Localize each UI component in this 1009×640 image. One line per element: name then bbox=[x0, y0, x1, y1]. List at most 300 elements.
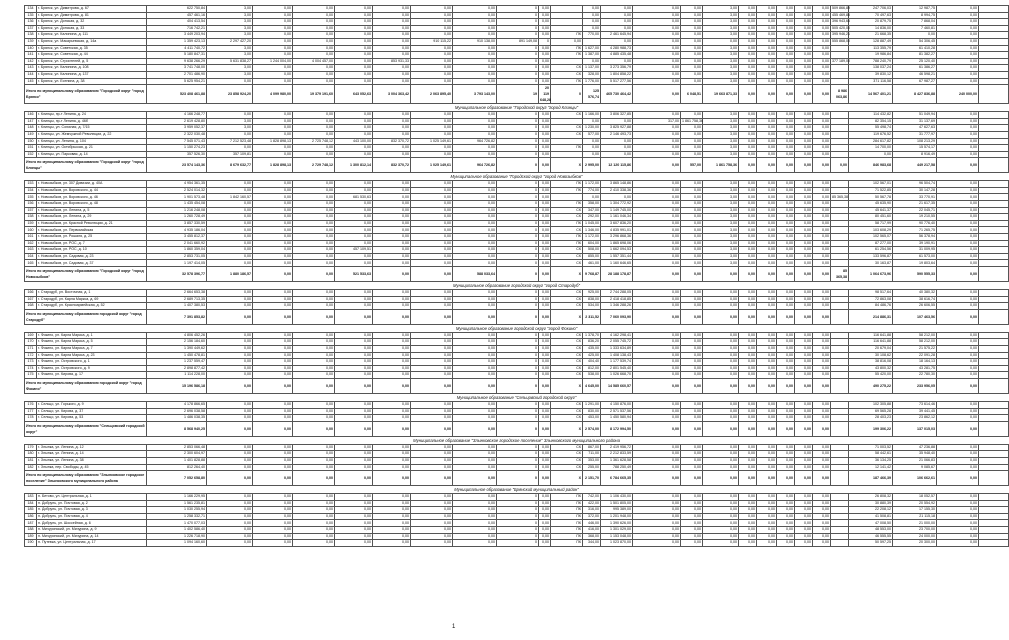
row-value: 1 804 858,22 bbox=[601, 71, 633, 78]
row-value: 0,00 bbox=[633, 332, 681, 339]
row-value: 0,00 bbox=[739, 500, 757, 507]
row-value: 5 517 277,56 bbox=[601, 78, 633, 85]
row-value: 0,00 bbox=[335, 181, 373, 188]
row-value: 0,00 bbox=[757, 25, 777, 32]
row-value: 0,00 bbox=[539, 352, 551, 359]
total-value: 8 568 940,25 bbox=[147, 421, 207, 436]
row-address: г. Брянск, ул. Советская, д. 35 bbox=[37, 45, 147, 52]
row-value: 41 508,81 bbox=[849, 513, 893, 520]
row-value: 716 742,21 bbox=[147, 25, 207, 32]
row-value: 0,00 bbox=[539, 408, 551, 415]
total-value: 14 567 401,21 bbox=[849, 85, 893, 104]
row-value: 0,00 bbox=[937, 332, 979, 339]
row-value: 1 378,70 bbox=[583, 332, 601, 339]
row-value: 0,00 bbox=[757, 513, 777, 520]
row-value: 0,00 bbox=[453, 365, 497, 372]
row-value: 0,00 bbox=[795, 247, 813, 254]
row-value: 0,00 bbox=[937, 339, 979, 346]
row-value: 61 386,27 bbox=[893, 65, 937, 72]
row-value: 0,00 bbox=[335, 187, 373, 194]
row-value: 0,00 bbox=[207, 365, 253, 372]
row-value: 0,00 bbox=[373, 444, 411, 451]
row-value: 0,00 bbox=[681, 181, 703, 188]
row-value: 0,00 bbox=[253, 296, 293, 303]
row-value: 0,00 bbox=[813, 32, 831, 39]
row-value: 0,00 bbox=[813, 194, 831, 201]
row-value: 26 808,32 bbox=[849, 494, 893, 501]
row-value: 0,00 bbox=[813, 151, 831, 158]
empty-cell bbox=[979, 303, 1009, 310]
row-value: 0,00 bbox=[253, 527, 293, 534]
row-number: 166 bbox=[25, 290, 37, 297]
row-value: 85 365,38 bbox=[832, 194, 848, 199]
row-value: 30 163,87 bbox=[849, 260, 893, 267]
row-value: 0,00 bbox=[539, 138, 551, 145]
row-value: 128 887,49 bbox=[849, 38, 893, 45]
row-value: 0,00 bbox=[583, 151, 601, 158]
row-value: 0,00 bbox=[937, 71, 979, 78]
row-value: 0,00 bbox=[795, 125, 813, 132]
total-value: 0,00 bbox=[757, 267, 777, 282]
row-value: 0,00 bbox=[373, 112, 411, 119]
row-value: 0,00 bbox=[795, 457, 813, 464]
total-value: 1 880 186,57 bbox=[207, 267, 253, 282]
row-value: 0,00 bbox=[937, 359, 979, 366]
row-value: 0,00 bbox=[373, 408, 411, 415]
row-value: 0,00 bbox=[739, 194, 757, 201]
row-number: 134 bbox=[25, 6, 37, 13]
row-address: п. Мичуринский, ул. Мичурина, д. 9 bbox=[37, 527, 147, 534]
total-value: 0,00 bbox=[777, 378, 795, 393]
row-value: 0,00 bbox=[777, 145, 795, 152]
total-label: Итого по муниципальному образованию "Городской округ "город Новозыбков" bbox=[25, 267, 147, 282]
row-value: 0,00 bbox=[633, 408, 681, 415]
row-number: 186 bbox=[25, 513, 37, 520]
row-value: 47 236,88 bbox=[893, 444, 937, 451]
row-value: 2 664 653,38 bbox=[147, 290, 207, 297]
row-value: 0,00 bbox=[703, 345, 739, 352]
row-value: 0,00 bbox=[373, 214, 411, 221]
row-value: 0,00 bbox=[937, 401, 979, 408]
row-value: 0,00 bbox=[739, 332, 757, 339]
row-value: 0 bbox=[497, 234, 539, 241]
total-value: 4 645,00 bbox=[583, 378, 601, 393]
total-value: 0,00 bbox=[411, 471, 453, 486]
total-value: 0,00 bbox=[813, 267, 831, 282]
table-row bbox=[25, 290, 1009, 297]
row-value: 3 455 812,37 bbox=[147, 234, 207, 241]
row-value: 0,00 bbox=[795, 290, 813, 297]
row-value bbox=[831, 207, 849, 214]
row-value: 0,00 bbox=[777, 207, 795, 214]
row-value: 0,00 bbox=[813, 138, 831, 145]
total-value: 125 576,74 bbox=[583, 85, 601, 104]
row-value: СК bbox=[551, 247, 583, 254]
row-value: 1 026 668,70 bbox=[601, 372, 633, 379]
row-number: 161 bbox=[25, 234, 37, 241]
row-value: 0,00 bbox=[681, 247, 703, 254]
row-value: 0,00 bbox=[293, 332, 335, 339]
row-value: 2 461 645,94 bbox=[601, 32, 633, 39]
row-value: 56 378,94 bbox=[893, 234, 937, 241]
total-value: 0,00 bbox=[453, 471, 497, 486]
row-value: 0,00 bbox=[453, 151, 497, 158]
row-value: 0,00 bbox=[739, 240, 757, 247]
row-value: 284 617,82 bbox=[849, 138, 893, 145]
row-value: 3,00 bbox=[703, 151, 739, 158]
row-value: 0,00 bbox=[411, 533, 453, 540]
row-value: 0,00 bbox=[937, 52, 979, 59]
row-value: 0,00 bbox=[937, 444, 979, 451]
row-value: 61 254,56 bbox=[849, 247, 893, 254]
row-value: 0,00 bbox=[335, 240, 373, 247]
row-value bbox=[831, 45, 849, 52]
row-value: 45 641,37 bbox=[849, 207, 893, 214]
total-value: 1 828 898,13 bbox=[253, 158, 293, 173]
row-value: 80 451,60 bbox=[849, 214, 893, 221]
row-value: 0,00 bbox=[739, 12, 757, 19]
row-number: 144 bbox=[25, 71, 37, 78]
row-value: 910 138,00 bbox=[453, 38, 497, 45]
row-address: г. Новозыбков, ул. Красной Революции, д. 21 bbox=[37, 220, 147, 227]
row-value: 0,00 bbox=[795, 507, 813, 514]
row-value: 0,00 bbox=[777, 408, 795, 415]
row-value: 0,00 bbox=[739, 253, 757, 260]
row-value: 0,00 bbox=[335, 513, 373, 520]
row-value: 0,00 bbox=[253, 220, 293, 227]
row-value: 0,00 bbox=[373, 181, 411, 188]
row-value: 0,00 bbox=[795, 444, 813, 451]
row-value: 0,00 bbox=[335, 52, 373, 59]
row-value: 0,00 bbox=[293, 207, 335, 214]
row-value: 0,00 bbox=[411, 372, 453, 379]
row-value: 0,00 bbox=[293, 359, 335, 366]
row-value: 0,00 bbox=[937, 214, 979, 221]
empty-cell bbox=[979, 78, 1009, 85]
row-value: 0,00 bbox=[813, 65, 831, 72]
row-value bbox=[831, 500, 849, 507]
row-value: 0,00 bbox=[633, 78, 681, 85]
row-value: 0,00 bbox=[703, 494, 739, 501]
row-value: 0,00 bbox=[411, 339, 453, 346]
table-row bbox=[25, 401, 1009, 408]
row-value: 0,00 bbox=[207, 234, 253, 241]
row-value: 18 164,13 bbox=[893, 359, 937, 366]
row-value: 0,00 bbox=[293, 415, 335, 422]
row-value: 0 bbox=[497, 520, 539, 527]
table-row bbox=[25, 118, 1009, 125]
row-value: 0,00 bbox=[813, 444, 831, 451]
total-value: 0,00 bbox=[777, 421, 795, 436]
row-value: 0,00 bbox=[373, 12, 411, 19]
row-value: 0,00 bbox=[937, 296, 979, 303]
row-value: 0 bbox=[497, 415, 539, 422]
row-value: 0,00 bbox=[539, 25, 551, 32]
row-value: СК bbox=[551, 112, 583, 119]
row-value: 0,00 bbox=[335, 227, 373, 234]
row-value: 0,00 bbox=[813, 125, 831, 132]
row-number: 151 bbox=[25, 145, 37, 152]
empty-cell bbox=[979, 85, 1009, 104]
total-value: 0,00 bbox=[633, 471, 681, 486]
row-value: 0,00 bbox=[937, 234, 979, 241]
total-value: 0,00 bbox=[813, 378, 831, 393]
row-value: 7 545 071,43 bbox=[147, 138, 207, 145]
row-value: 0,00 bbox=[937, 247, 979, 254]
row-value: 3,00 bbox=[207, 6, 253, 13]
row-value: 0,00 bbox=[453, 207, 497, 214]
row-value: 2 297 427,20 bbox=[207, 38, 253, 45]
row-value: 0,00 bbox=[335, 500, 373, 507]
row-value: 0,00 bbox=[795, 112, 813, 119]
row-value: 4 835 991,01 bbox=[601, 227, 633, 234]
row-value bbox=[831, 78, 849, 85]
row-value: 98 517,64 bbox=[849, 290, 893, 297]
row-number: 149 bbox=[25, 131, 37, 138]
row-value: 0,00 bbox=[253, 38, 293, 45]
row-value: 788 250,49 bbox=[601, 464, 633, 471]
row-value: 0,00 bbox=[539, 290, 551, 297]
row-value: 0,00 bbox=[937, 118, 979, 125]
row-value: 0,00 bbox=[813, 372, 831, 379]
row-value: 0,00 bbox=[411, 52, 453, 59]
row-value: 0,00 bbox=[633, 415, 681, 422]
row-value: 0,00 bbox=[777, 527, 795, 534]
row-number: 182 bbox=[25, 464, 37, 471]
row-value: ПК bbox=[551, 527, 583, 534]
row-value: 1 226 718,90 bbox=[147, 533, 207, 540]
row-value: 0,00 bbox=[293, 253, 335, 260]
row-value: 0,00 bbox=[633, 527, 681, 534]
row-address: г. Новозыбков, ул. Воровского, д. 44 bbox=[37, 187, 147, 194]
row-value bbox=[831, 540, 849, 547]
row-value: 0,00 bbox=[453, 52, 497, 59]
row-value: 0,00 bbox=[777, 194, 795, 201]
row-value: 2 689 713,35 bbox=[147, 296, 207, 303]
row-value: 1 258 332,71 bbox=[147, 513, 207, 520]
total-value: 0,00 bbox=[795, 158, 813, 173]
row-value: 0,00 bbox=[937, 131, 979, 138]
row-value: 0,00 bbox=[937, 220, 979, 227]
row-value: 0,00 bbox=[937, 151, 979, 158]
row-value: 0,00 bbox=[777, 201, 795, 208]
total-value: 106 662,61 bbox=[893, 471, 937, 486]
row-value: 0,00 bbox=[795, 352, 813, 359]
row-value bbox=[831, 214, 849, 221]
row-value: 2 055 745,72 bbox=[601, 339, 633, 346]
row-value: 3,00 bbox=[703, 78, 739, 85]
row-value: 0,00 bbox=[253, 131, 293, 138]
table-row bbox=[25, 507, 1009, 514]
row-value: 0,00 bbox=[253, 500, 293, 507]
row-value: 0,00 bbox=[411, 151, 453, 158]
row-value: 0,00 bbox=[539, 359, 551, 366]
row-value: 0,00 bbox=[411, 25, 453, 32]
row-value: 0,00 bbox=[739, 19, 757, 26]
row-value: 0,00 bbox=[813, 352, 831, 359]
total-value: 0,00 bbox=[937, 421, 979, 436]
row-value: 0,00 bbox=[539, 520, 551, 527]
row-value: 0,00 bbox=[795, 71, 813, 78]
row-value: 0,00 bbox=[739, 540, 757, 547]
row-value: 0,00 bbox=[539, 45, 551, 52]
row-value: 0,00 bbox=[757, 260, 777, 267]
row-value: 0,00 bbox=[795, 131, 813, 138]
total-value: 0,00 bbox=[937, 158, 979, 173]
row-value: 0 bbox=[539, 38, 551, 45]
row-value: 0,00 bbox=[539, 32, 551, 39]
row-value: 377 189,00 bbox=[832, 58, 850, 63]
total-value: 0,00 bbox=[795, 471, 813, 486]
row-value: 0,00 bbox=[703, 339, 739, 346]
row-value: 1 561 235,81 bbox=[147, 500, 207, 507]
total-value bbox=[831, 378, 849, 393]
row-value: 0,00 bbox=[703, 457, 739, 464]
total-value: 137 015,03 bbox=[893, 421, 937, 436]
row-value: 316,00 bbox=[583, 507, 601, 514]
row-value: 0,00 bbox=[207, 533, 253, 540]
row-value: 0,00 bbox=[757, 125, 777, 132]
total-value: 0,00 bbox=[293, 378, 335, 393]
row-value: 0,00 bbox=[539, 6, 551, 13]
row-value: 0,00 bbox=[411, 145, 453, 152]
row-value: 0,00 bbox=[253, 408, 293, 415]
row-value: 0,00 bbox=[253, 533, 293, 540]
row-value: 0,00 bbox=[539, 78, 551, 85]
row-value: 742,00 bbox=[583, 494, 601, 501]
empty-cell bbox=[979, 125, 1009, 132]
row-value bbox=[551, 25, 583, 32]
row-value bbox=[551, 19, 583, 26]
empty-cell bbox=[979, 471, 1009, 486]
row-number: 187 bbox=[25, 520, 37, 527]
table-row bbox=[25, 201, 1009, 208]
row-value: 0,00 bbox=[207, 415, 253, 422]
row-value: 622 750,84 bbox=[147, 6, 207, 13]
row-value: 0,00 bbox=[335, 533, 373, 540]
row-value: 0,00 bbox=[601, 25, 633, 32]
row-value: 1 842 160,57 bbox=[207, 194, 253, 201]
row-value: 0,00 bbox=[293, 118, 335, 125]
row-value: 0,00 bbox=[681, 187, 703, 194]
row-value: 1 094 160,60 bbox=[147, 540, 207, 547]
row-value: 0,00 bbox=[757, 451, 777, 458]
row-value: 0,00 bbox=[703, 444, 739, 451]
row-value: 0,00 bbox=[777, 457, 795, 464]
table-row bbox=[25, 408, 1009, 415]
row-value: 0,00 bbox=[207, 296, 253, 303]
row-value: 72 863,08 bbox=[849, 296, 893, 303]
row-value: 0,00 bbox=[411, 457, 453, 464]
row-value: 1 346 288,26 bbox=[601, 303, 633, 310]
total-value: 1 064 673,96 bbox=[849, 267, 893, 282]
row-value: 0,00 bbox=[795, 494, 813, 501]
row-value: 0,00 bbox=[539, 247, 551, 254]
row-value: 0,00 bbox=[795, 303, 813, 310]
row-value: 0 bbox=[497, 260, 539, 267]
row-value: 39 830,12 bbox=[849, 71, 893, 78]
row-value: 0,00 bbox=[795, 451, 813, 458]
row-value: 3,00 bbox=[703, 201, 739, 208]
total-value: 0,00 bbox=[795, 267, 813, 282]
row-value: 0,00 bbox=[739, 365, 757, 372]
row-value: 0,00 bbox=[757, 194, 777, 201]
row-address: г. Новозыбков, ул. Ленина, д. 5 bbox=[37, 207, 147, 214]
total-value: 7 391 853,82 bbox=[147, 309, 207, 324]
row-value: 0,00 bbox=[777, 253, 795, 260]
row-value: 1 244 004,00 bbox=[253, 58, 293, 65]
empty-cell bbox=[979, 494, 1009, 501]
row-value: 0 bbox=[497, 25, 539, 32]
municipality-title: Муниципальное образование "Злынковское городское поселение" Злынковского муниципального района bbox=[25, 436, 1009, 444]
empty-cell bbox=[979, 260, 1009, 267]
row-value: 0,00 bbox=[795, 365, 813, 372]
row-value: 0,00 bbox=[335, 260, 373, 267]
row-value: 0,00 bbox=[813, 181, 831, 188]
row-number: 145 bbox=[25, 78, 37, 85]
row-value: 21 000,00 bbox=[893, 520, 937, 527]
row-value: 103 608,29 bbox=[849, 227, 893, 234]
row-value: 0,00 bbox=[813, 507, 831, 514]
table-row bbox=[25, 451, 1009, 458]
row-value: 48 553,00 bbox=[849, 527, 893, 534]
row-value: 0,00 bbox=[937, 125, 979, 132]
row-value: 1 861 758,36 bbox=[682, 118, 703, 123]
row-value: 71 003,52 bbox=[849, 444, 893, 451]
total-value: 0,00 bbox=[539, 378, 551, 393]
row-value: 0,00 bbox=[253, 78, 293, 85]
row-number: 136 bbox=[25, 19, 37, 26]
empty-cell bbox=[979, 52, 1009, 59]
row-value: 0,00 bbox=[453, 65, 497, 72]
row-value: 0,00 bbox=[795, 520, 813, 527]
row-value: 0,00 bbox=[937, 290, 979, 297]
row-address: г. Стародуб, ул. Восточная, д. 1 bbox=[37, 290, 147, 297]
row-value: 0,00 bbox=[937, 207, 979, 214]
row-value bbox=[831, 71, 849, 78]
row-value: 0,00 bbox=[411, 401, 453, 408]
row-value: 0 bbox=[497, 494, 539, 501]
row-value: 1 172,00 bbox=[583, 234, 601, 241]
row-value: 138 037,24 bbox=[849, 65, 893, 72]
row-value: 0,00 bbox=[293, 444, 335, 451]
table-row bbox=[25, 253, 1009, 260]
row-value: 0,00 bbox=[795, 527, 813, 534]
row-value: 0,00 bbox=[207, 207, 253, 214]
row-value: 4 166 248,77 bbox=[147, 112, 207, 119]
row-value: 1 216 248,08 bbox=[147, 207, 207, 214]
row-value: 0 bbox=[497, 345, 539, 352]
row-value bbox=[831, 52, 849, 59]
row-value: 508,00 bbox=[583, 247, 601, 254]
total-value: 0,00 bbox=[739, 378, 757, 393]
total-value: 187 466,39 bbox=[849, 471, 893, 486]
row-value: 0,00 bbox=[293, 38, 335, 45]
total-value: 240 000,00 bbox=[937, 85, 979, 104]
row-value: 0,00 bbox=[937, 451, 979, 458]
row-value bbox=[831, 345, 849, 352]
row-value: 3,00 bbox=[703, 253, 739, 260]
row-value: 0,00 bbox=[335, 207, 373, 214]
row-value: 0,00 bbox=[293, 201, 335, 208]
row-value: 4 885 435,48 bbox=[601, 52, 633, 59]
table-row bbox=[25, 339, 1009, 346]
row-value: 0,00 bbox=[453, 58, 497, 65]
row-value: 0,00 bbox=[795, 194, 813, 201]
row-address: г. Сельцо, ул. Горького, д. 9 bbox=[37, 401, 147, 408]
row-value: СК bbox=[551, 415, 583, 422]
row-value: 1 260 728,49 bbox=[147, 214, 207, 221]
